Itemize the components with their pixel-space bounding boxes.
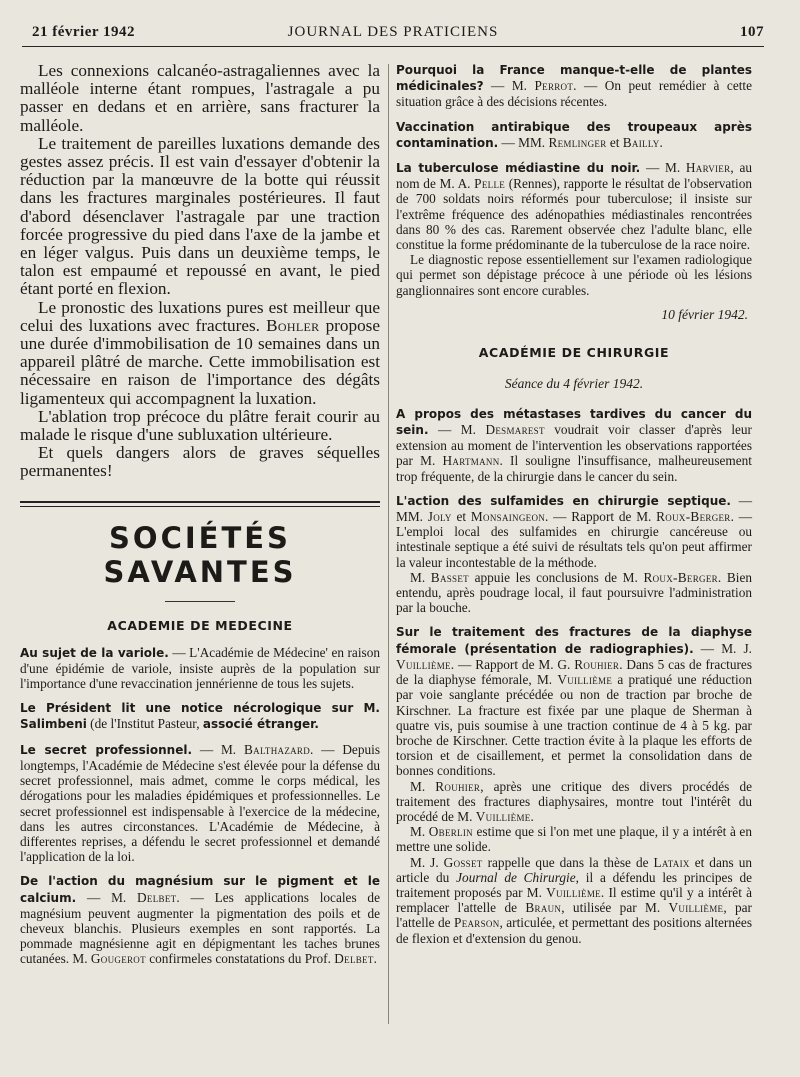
item-lead: L'action des sulfamides en chirurgie septique. <box>396 493 731 508</box>
item-text: . — Les applications locales de magnésium peuvent augmenter la pigmentation des poils et de cheveux blanchis. Plusieurs exemples en sont rapportés. La pommade magnésienne agit en dépigmentant les taches brunes cutanées. M. <box>20 889 380 967</box>
item-text: M. <box>410 569 431 585</box>
item-text: . Dans 5 cas de fractures de la diaphyse fémorale, M. <box>396 656 752 688</box>
paragraph <box>20 299 380 408</box>
item-paragraph <box>396 855 752 946</box>
item-text: — M. J. <box>693 640 752 656</box>
academy-heading: ACADÉMIE DE CHIRURGIE <box>478 344 670 360</box>
author-name: Hartmann <box>442 453 500 469</box>
header-journal-title: JOURNAL DES PRATICIENS <box>287 24 499 40</box>
section-divider <box>20 501 380 507</box>
news-item-president <box>20 700 380 732</box>
header-date: 21 février 1942 <box>32 24 136 40</box>
paragraph-text: Le pronostic des luxations pures est meilleur que celui des luxations avec fractures. <box>20 297 380 335</box>
item-text: — MM. <box>396 492 752 525</box>
author-name: Gosset <box>443 854 483 870</box>
item-lead: Vaccination antirabique des troupeaux après contamination. <box>396 119 752 150</box>
item-lead-tail: associé étranger. <box>202 717 319 732</box>
item-text: et <box>606 134 623 150</box>
item-lead: Le Président lit une notice nécrologique sur M. Salimbeni <box>20 701 380 732</box>
author-name: Pelle <box>474 176 506 192</box>
item-text: et <box>451 509 471 525</box>
author-name: Bailly <box>622 134 660 150</box>
paragraph: L'ablation trop précoce du plâtre ferait courir au malade le risque d'une subluxation ultérieure. <box>20 406 380 445</box>
item-text: M. <box>410 824 429 840</box>
item-text: — M. <box>483 78 535 94</box>
item-text: appuie les conclusions de M. <box>468 569 644 585</box>
author-name: Roux-Berger <box>643 569 718 585</box>
item-text: , après une critique des divers procédés de traitement des fractures diaphysaires, montre tout l'intérêt du procédé de M. <box>396 778 752 824</box>
item-paragraph: Le diagnostic repose essentiellement sur l'examen radiologique qui permet son dépistage précoce à une période où les lésions ganglionnaires sont encore curables. <box>396 252 752 298</box>
author-name: Vuillième <box>396 656 451 672</box>
left-column <box>20 62 380 976</box>
author-name: Delbet <box>137 889 177 905</box>
title-underline <box>165 601 235 602</box>
author-name: Harvier <box>685 160 731 176</box>
news-item-plantes <box>396 62 752 110</box>
author-name: Perrot <box>534 78 574 94</box>
item-lead: La tuberculose médiastine du noir. <box>396 161 641 176</box>
author-name: Desmarest <box>485 422 545 438</box>
author-name: Bohler <box>266 315 320 335</box>
paragraph-text: propose une durée d'immobilisation de 10 semaines dans un appareil plâtré de marche. Cette immobilisation est nécessaire en raison de l'importance des dégâts ligamenteux qui accompagnent la luxation. <box>20 315 381 408</box>
item-text: M. <box>410 778 436 794</box>
right-column <box>396 62 752 955</box>
item-text: , utilisée par M. <box>561 900 669 916</box>
news-item-vaccination <box>396 119 752 151</box>
item-lead: De l'action du magnésium sur le pigment et le calcium. <box>20 874 380 905</box>
item-lead: Sur le traitement des fractures de la diaphyse fémorale (présentation de radiographies). <box>396 625 752 656</box>
item-text: . — On peut remédier à cette situation grâce à des décisions récentes. <box>396 78 753 110</box>
item-text: confirmeles constatations du Prof. <box>145 951 335 967</box>
item-text: , il a défendu les principes de traitement proposés par M. <box>396 869 752 900</box>
author-name: Vuillième <box>475 808 531 824</box>
author-name: Rouhier <box>574 656 620 672</box>
author-name: Braun <box>525 900 562 916</box>
item-text: . — Rapport de M. <box>545 509 657 525</box>
journal-name: Journal de Chirurgie <box>456 869 576 885</box>
author-name: Vuillième <box>668 900 724 916</box>
item-text: . <box>659 134 663 150</box>
author-name: Lataix <box>653 854 690 870</box>
section-title: SOCIÉTÉS SAVANTES <box>103 520 297 589</box>
author-name: Vuillième <box>557 672 613 688</box>
paragraph: Et quels dangers alors de graves séquelles permanentes! <box>20 443 380 481</box>
author-name: Delbet <box>334 951 374 967</box>
item-paragraph <box>396 824 752 854</box>
item-text: . — L'emploi local des sulfamides en chirurgie cancéreuse ou intestinale septique a été suivi de résultats tels qu'on peut affirmer la valeur incontestable de la méthode. <box>396 509 753 570</box>
news-item-metastases <box>396 406 752 484</box>
author-name: Gougerot <box>90 951 146 967</box>
item-text: . — Rapport de M. G. <box>450 656 575 672</box>
item-lead: Au sujet de la variole. <box>20 645 169 660</box>
item-text: — MM. <box>498 134 549 150</box>
item-lead: Pourquoi la France manque-t-elle de plantes médicinales? <box>396 63 752 94</box>
item-text: (Rennes), rapporte le résultat de l'observation de 700 soldats noirs réformés pour tuberculose; il insiste sur l'extrême fréquence des adénopathies médiastinales rencontrées dans 80 % des cas. Rarement observée chez l'adulte blanc, elle constitue la forme prédominante de la tuberculose de la race noire. <box>396 176 753 253</box>
item-text: (de l'Institut Pasteur, <box>86 716 203 732</box>
article-continuation <box>20 62 380 481</box>
item-text: voudrait voir classer d'après leur extension au moment de l'intervention les observations rapportées par M. <box>396 422 752 469</box>
news-item-sulfamides <box>396 493 752 616</box>
news-item-magnesium <box>20 873 380 966</box>
item-text: — L'Académie de Médecine' en raison d'une épidémie de variole, insiste auprès de la population sur l'importance d'une revaccination jennérienne de tous les sujets. <box>20 644 380 692</box>
item-text: M. J. <box>410 854 444 870</box>
paragraph: Les connexions calcanéo-astragaliennes avec la malléole interne étant rompues, l'astragale a pu passer en dedans et en arrière, sans fracturer la malléole. <box>20 61 380 135</box>
item-text: . Bien entendu, après poudrage local, il faut poursuivre l'administration par la bouche. <box>396 569 752 616</box>
item-text: . — Depuis longtemps, l'Académie de Médecine s'est élevée pour la défense du secret professionnel, mais admet, comme le corps médical, les dérogations pour les maladies épidémiques et professionnelles. Le secret professionnel est indispensable à l'exercice de la médecine, dans les autres circonstances. L'Académie de Médecine, à differentes reprises, a défendu le secret professionnel et demandé l'application de la loi. <box>20 741 380 865</box>
item-text: rappelle que dans la thèse de <box>482 854 654 870</box>
author-name: Remlinger <box>548 134 607 150</box>
news-item-variole <box>20 645 380 692</box>
item-text: . <box>373 951 377 967</box>
author-name: Pearson <box>454 915 500 931</box>
item-text: . Il estime qu'il y a intérêt à remplacer l'attelle de <box>396 884 752 916</box>
item-lead: A propos des métastases tardives du cancer du sein. <box>396 406 752 438</box>
author-name: Monsaingeon <box>470 509 546 525</box>
news-item-tuberculose <box>396 160 752 298</box>
paragraph: Le traitement de pareilles luxations demande des gestes assez précis. Il est vain d'essayer d'obtenir la réduction par la manœuvre de la botte qui réussit dans les fractures marginales postérieures. Il faut d'abord désenclaver l'astragale par une traction forcée progressive du pied dans l'axe de la jambe et en léger valgus. Puis dans un deuxième temps, le talon est empaumé et repoussé en avant, le pied étant porté en flexion. <box>20 133 380 299</box>
author-name: Vuillième <box>546 884 601 900</box>
author-name: Joly <box>427 509 452 525</box>
news-item-fractures <box>396 624 752 945</box>
academy-heading: ACADEMIE DE MEDECINE <box>107 617 293 633</box>
column-divider <box>388 64 389 1024</box>
item-lead: Le secret professionnel. <box>20 742 193 757</box>
item-text: , articulée, et permettant des positions alternées de flexion et d'extension du genou. <box>396 915 752 946</box>
author-name: Basset <box>430 569 469 585</box>
item-text: — M. <box>76 889 138 905</box>
item-paragraph <box>396 779 752 825</box>
item-text: — M. <box>640 160 686 176</box>
item-text: et dans un article du <box>396 854 752 885</box>
news-item-secret <box>20 742 380 865</box>
item-text: , par l'attelle de <box>396 900 752 931</box>
author-name: Oberlin <box>428 824 473 840</box>
author-name: Balthazard <box>243 741 311 757</box>
report-date: 10 février 1942. <box>661 306 748 322</box>
author-name: Roux-Berger <box>656 509 731 525</box>
item-text: , au nom de M. A. <box>396 160 753 192</box>
item-text: — M. <box>192 741 244 757</box>
header-page-number: 107 <box>740 24 764 40</box>
item-text: . Il souligne l'insuffisance, malheureusement trop fréquente, de la chirurgie dans le cancer du sein. <box>396 453 752 484</box>
item-text: a pratiqué une réduction par voie sanglante précédée ou non de traction par broche de Kirschner. La fracture est fixée par une plaque de Sherman à quatre vis, puis soumise à une traction continue de 4 à 5 kg. par broche de Kirschner. Cette traction évite à la plaque les efforts de torsion et de cisaillement, et permet la consolidation dans de bonnes conditions. <box>396 672 752 779</box>
item-text: estime que si l'on met une plaque, il y a intérêt à en mettre une solide. <box>396 824 752 855</box>
item-text: — M. <box>428 422 486 438</box>
running-header <box>22 22 764 47</box>
author-name: Rouhier <box>435 778 481 794</box>
item-text: . <box>530 808 534 824</box>
session-date: Séance du 4 février 1942. <box>504 375 644 391</box>
item-paragraph <box>396 570 752 616</box>
